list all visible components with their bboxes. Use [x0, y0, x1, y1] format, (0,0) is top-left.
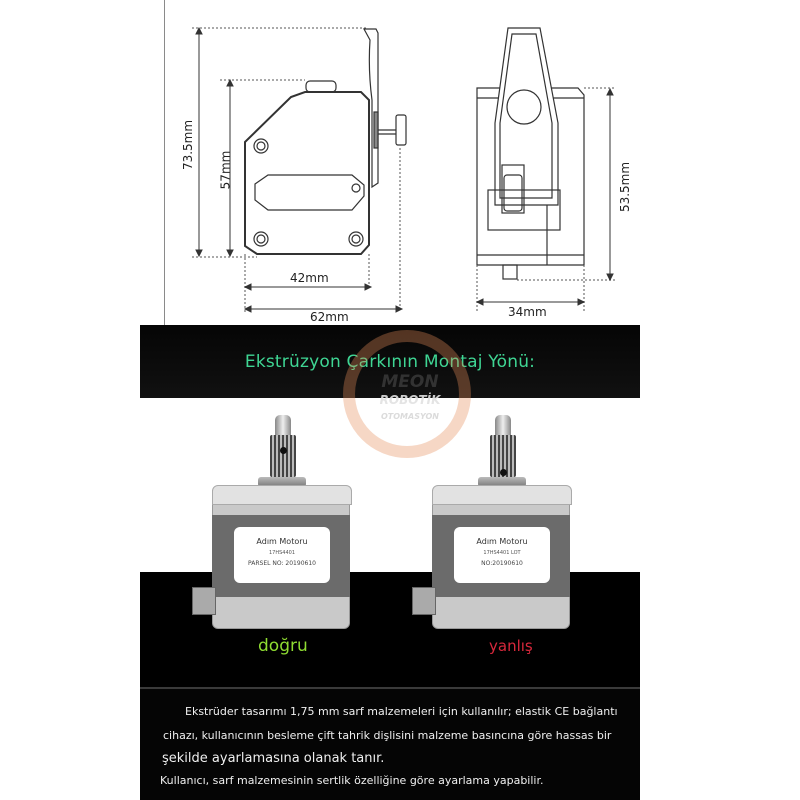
watermark-text-otomasyon: OTOMASYON	[381, 412, 439, 421]
description-panel	[140, 689, 640, 800]
motor-label-title: Adım Motoru	[256, 537, 308, 546]
stepper-motor-correct	[200, 405, 350, 630]
gear-setscrew-icon	[280, 447, 287, 454]
dim-body-width: 42mm	[290, 271, 329, 285]
dim-front-height: 53.5mm	[618, 161, 633, 213]
dim-total-height: 73.5mm	[181, 119, 196, 171]
motor-connector	[412, 587, 436, 615]
extruder-front-view-drawing	[460, 0, 640, 325]
motor-label-model: 17HS4401 LOT	[483, 550, 521, 556]
dim-total-width: 62mm	[310, 310, 349, 324]
dim-front-width: 34mm	[508, 305, 547, 319]
motor-label-sticker	[234, 527, 330, 583]
motor-top-face	[432, 485, 572, 505]
motor-connector	[192, 587, 216, 615]
description-line-3: şekilde ayarlamasına olanak tanır.	[162, 751, 385, 766]
motor-label-title: Adım Motoru	[476, 537, 528, 546]
description-line-2: cihazı, kullanıcının besleme çift tahrik dişlisini malzeme basıncına göre hassas bir	[163, 729, 612, 742]
stepper-motor-wrong	[420, 405, 570, 630]
motor-label-sticker	[454, 527, 550, 583]
drive-gear	[270, 435, 296, 477]
motor-label-parcel: NO:20190610	[481, 560, 523, 567]
description-line-4: Kullanıcı, sarf malzemesinin sertlik özelliğine göre ayarlama yapabilir.	[160, 774, 544, 787]
motor-label-parcel: PARSEL NO: 20190610	[248, 560, 316, 567]
verdict-wrong-label: yanlış	[489, 637, 533, 655]
watermark-text-meon: MEON	[381, 372, 439, 392]
motor-top-face	[212, 485, 352, 505]
watermark-text-robotik: ROBOTİK	[379, 393, 441, 407]
section-title: Ekstrüzyon Çarkının Montaj Yönü:	[244, 351, 536, 372]
description-line-1: Ekstrüder tasarımı 1,75 mm sarf malzemeleri için kullanılır; elastik CE bağlantı	[185, 705, 618, 718]
gear-setscrew-icon	[500, 469, 507, 476]
verdict-correct-label: doğru	[258, 636, 308, 656]
dim-body-height: 57mm	[218, 150, 233, 190]
motor-label-model: 17HS4401	[268, 550, 296, 556]
